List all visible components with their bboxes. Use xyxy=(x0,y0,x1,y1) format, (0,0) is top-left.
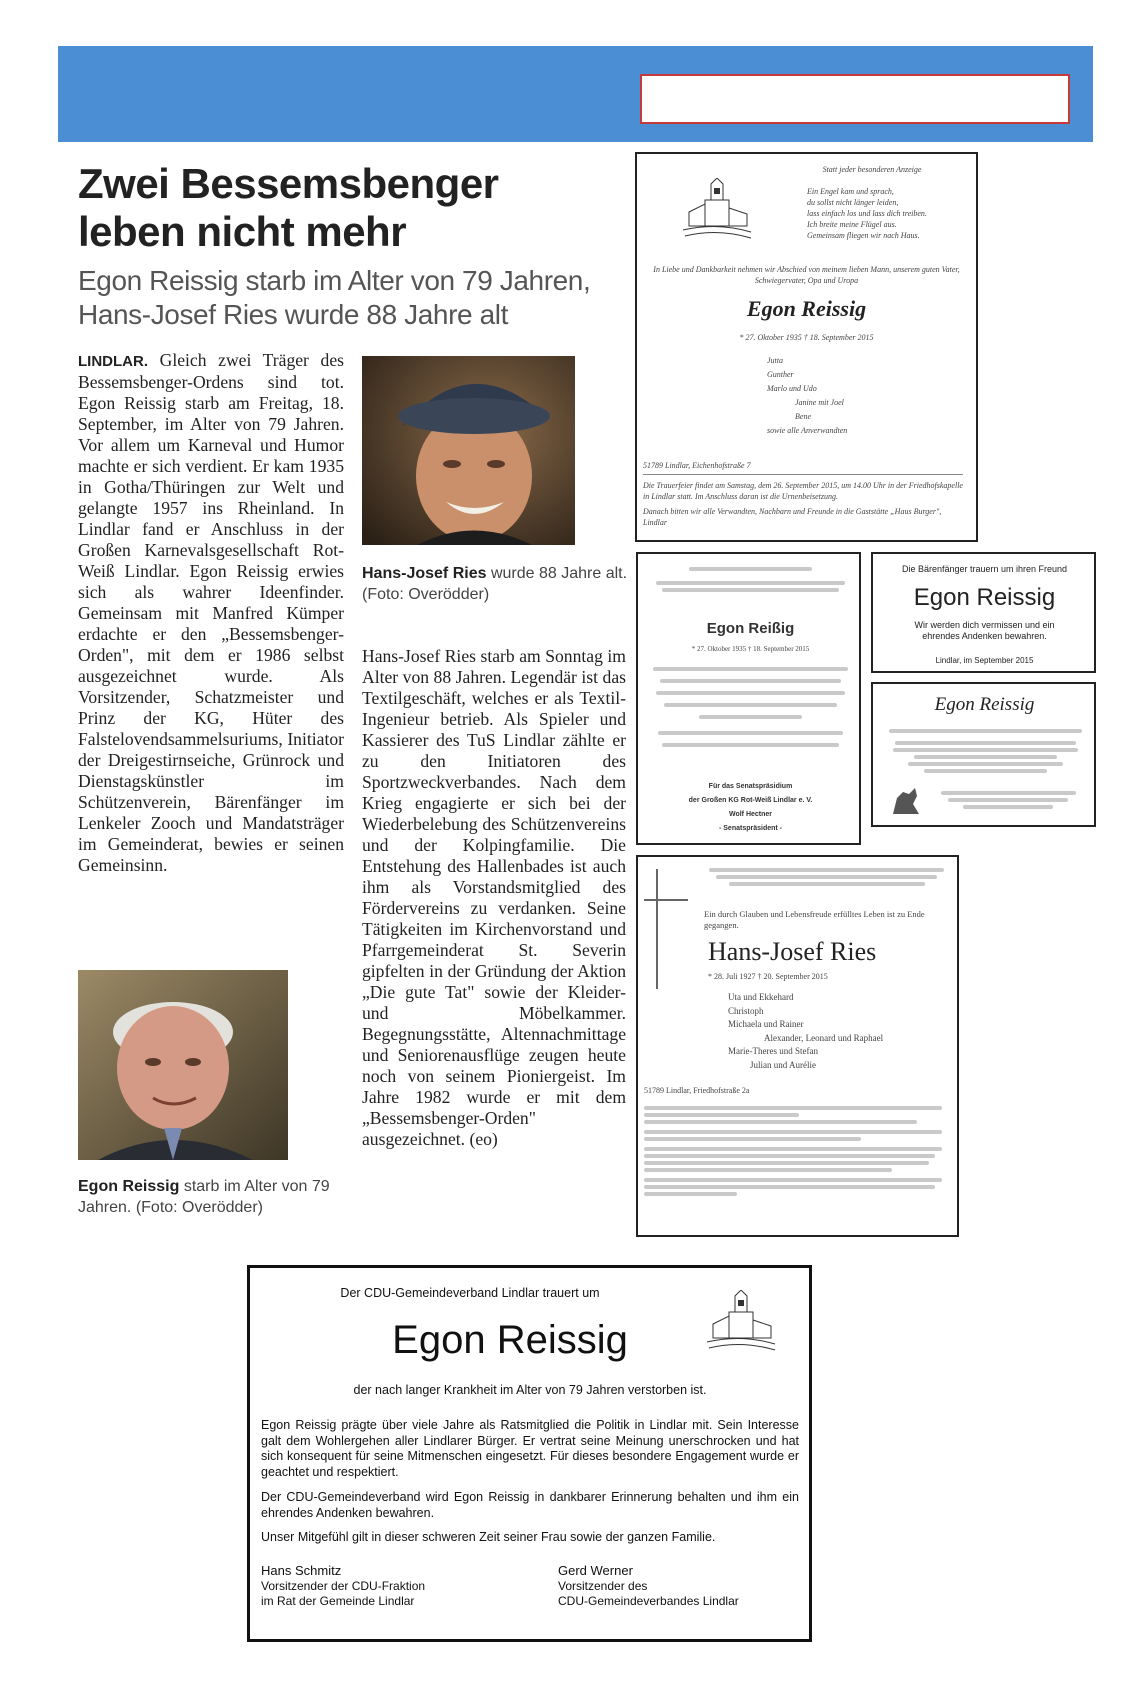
cdu-paragraph-1: Egon Reissig prägte über viele Jahre als Ratsmitglied die Politik in Lindlar mit. Sein Interesse galt dem Wohlergehen aller Lindlarer Bürger. Er vertrat seine Meinung unerschrocken und hat sich konsequent für seine Mitmenschen eingesetzt. Für dieses besondere Engagement wurde er geachtet und respektiert. xyxy=(261,1418,799,1479)
notice5-address: 51789 Lindlar, Friedhofstraße 2a xyxy=(644,1086,750,1095)
obituary-notice-reissig-family xyxy=(635,152,978,542)
notice4-name: Egon Reissig xyxy=(934,694,1035,715)
signature-line: Wolf Hectner xyxy=(728,811,773,818)
notice5-intro: Ein durch Glauben und Lebensfreude erfülltes Leben ist zu Ende gegangen. xyxy=(704,909,925,930)
cdu-name: Egon Reissig xyxy=(392,1318,628,1362)
signature-role: im Rat der Gemeinde Lindlar xyxy=(261,1594,415,1608)
notice4-sign-lines xyxy=(933,788,1083,812)
notice1-family xyxy=(767,354,947,438)
signature-role: Vorsitzender des xyxy=(558,1578,648,1593)
cdu-header: Der CDU-Gemeindeverband Lindlar trauert um xyxy=(340,1286,600,1300)
family-member: Alexander, Leonard und Raphael xyxy=(764,1032,884,1043)
headline-line-1: Zwei Bessemsbenger xyxy=(78,160,499,207)
family-member: Gunther xyxy=(767,370,794,379)
notice3-line1: Die Bärenfänger trauern um ihren Freund xyxy=(901,564,1068,574)
notice1-name: Egon Reissig xyxy=(746,296,867,321)
cross-icon xyxy=(656,869,658,989)
notice2-signature xyxy=(643,780,858,836)
notice1-header: Statt jeder besonderen Anzeige xyxy=(822,165,922,174)
notice2-dates: * 27. Oktober 1935 † 18. September 2015 xyxy=(691,645,810,653)
notice1-dates: * 27. Oktober 1935 † 18. September 2015 xyxy=(739,333,874,342)
family-member: Janine mit Joel xyxy=(795,398,844,407)
notice2-intro-lines xyxy=(648,564,853,595)
caption-reissig-name: Egon Reissig xyxy=(78,1178,180,1195)
notice5-family xyxy=(728,991,948,1072)
cross-bar xyxy=(644,899,688,901)
notice1-intro: In Liebe und Dankbarkeit nehmen wir Abschied von meinem lieben Mann, unserem guten Vater, Schwiegervater, Opa und Uropa xyxy=(653,265,960,285)
caption-reissig-text: starb im Alter von 79 Jahren. (Foto: Overödder) xyxy=(78,1178,330,1216)
notice1-address: 51789 Lindlar, Eichenhofstraße 7 xyxy=(643,461,751,470)
subhead-line-1: Egon Reissig starb im Alter von 79 Jahren, xyxy=(78,265,591,296)
cdu-signature-left xyxy=(261,1563,521,1610)
poem-line: du sollst nicht länger leiden, xyxy=(807,198,899,207)
church-illustration xyxy=(681,178,753,245)
obituary-notice-ries-family xyxy=(636,855,959,1237)
poem-line: lass einfach los und lass dich treiben. xyxy=(807,209,927,218)
family-member: Bene xyxy=(795,412,811,421)
family-member: Julian und Aurélie xyxy=(750,1059,816,1070)
notice2-name: Egon Reißig xyxy=(706,620,795,637)
family-member: sowie alle Anverwandten xyxy=(767,426,848,435)
photo-hans-josef-ries xyxy=(362,356,575,545)
headline-line-2: leben nicht mehr xyxy=(78,208,407,255)
baer-icon xyxy=(889,784,923,823)
article-column-1 xyxy=(78,350,344,876)
signature-line: der Großen KG Rot-Weiß Lindlar e. V. xyxy=(688,797,813,804)
obituary-notice-cdu xyxy=(247,1265,812,1642)
cdu-signature-right xyxy=(558,1563,798,1610)
caption-ries xyxy=(362,563,628,605)
caption-ries-name: Hans-Josef Ries xyxy=(362,565,487,582)
notice3-line2: Wir werden dich vermissen und ein ehrendes Andenken bewahren. xyxy=(914,620,1055,641)
notice1-poem xyxy=(807,186,967,241)
notice2-body-lines xyxy=(648,664,853,750)
divider xyxy=(643,474,963,475)
signature-role: CDU-Gemeindeverbandes Lindlar xyxy=(558,1594,739,1608)
family-member: Marie-Theres und Stefan xyxy=(728,1046,818,1056)
cdu-paragraph-3: Unser Mitgefühl gilt in dieser schweren Zeit seiner Frau sowie der ganzen Familie. xyxy=(261,1530,716,1544)
photo-egon-reissig xyxy=(78,970,288,1160)
poem-line: Gemeinsam fliegen wir nach Haus. xyxy=(807,231,920,240)
family-member: Uta und Ekkehard xyxy=(728,992,794,1002)
obituary-notice-reissig-small xyxy=(871,682,1096,827)
dateline: LINDLAR. xyxy=(78,353,148,370)
signature-name: Hans Schmitz xyxy=(261,1563,342,1578)
signature-name: Gerd Werner xyxy=(558,1563,633,1578)
article-subhead xyxy=(78,264,638,332)
family-member: Christoph xyxy=(728,1005,764,1016)
article-column-2 xyxy=(362,646,626,1150)
caption-ries-text: wurde 88 Jahre alt. (Foto: Overödder) xyxy=(362,565,628,603)
notice5-name: Hans-Josef Ries xyxy=(708,937,877,966)
notice1-service: Die Trauerfeier findet am Samstag, dem 26. September 2015, um 14.00 Uhr in der Friedhofskapelle in Lindlar statt. Im Anschluss daran ist die Urnenbeisetzung. xyxy=(643,481,963,501)
poem-line: Ich breite meine Flügel aus. xyxy=(807,220,897,229)
notice5-service-lines xyxy=(644,1103,954,1199)
family-member: Jutta xyxy=(767,356,783,365)
subhead-line-2: Hans-Josef Ries wurde 88 Jahre alt xyxy=(78,299,508,330)
notice5-poem-lines xyxy=(704,865,949,889)
poem-line: Ein Engel kam und sprach, xyxy=(807,187,894,196)
notice4-body-lines xyxy=(883,726,1088,776)
caption-reissig xyxy=(78,1176,348,1218)
notice5-dates: * 28. Juli 1927 † 20. September 2015 xyxy=(708,972,828,981)
notice3-footer: Lindlar, im September 2015 xyxy=(935,656,1034,665)
signature-role: Vorsitzender der CDU-Fraktion xyxy=(261,1578,426,1593)
family-member: Michaela und Rainer xyxy=(728,1019,804,1029)
notice3-name: Egon Reissig xyxy=(913,584,1056,611)
header-highlight-box xyxy=(640,74,1070,124)
notice1-donation: Danach bitten wir alle Verwandten, Nachbarn und Freunde in die Gaststätte „Haus Burger", Lindlar xyxy=(643,507,942,527)
column-1-text: Gleich zwei Träger des Bessemsbenger-Ordens sind tot. Egon Reissig starb am Freitag, 18. September, im Alter von 79 Jahren. Vor allem um Karneval und Humor machte er sich verdient. Er kam 1935 in Gotha/Thüringen zur Welt und gelangte 1957 ins Rheinland. In Lindlar fand er Anschluss in der Großen Karnevalsgesellschaft Rot-Weiß Lindlar. Egon Reissig erwies sich als wahrer Ideenfinder. Gemeinsam mit Manfred Kümper erdachte er den „Bessemsbenger-Orden", mit dem er 1986 selbst ausgezeichnet wurde. Als Vorsitzender, Schatzmeister und Prinz der KG, Hüter des Falstelovendsammelsuriums, Initiator der Dreigestirnseiche, Grünrock und Dienstagskünstler im Schützenverein, Bärenfänger im Lenkeler Zooch und Mandatsträger im Gemeinderat, bewies er seinen Gemeinsinn. xyxy=(78,350,344,875)
signature-line: - Senatspräsident - xyxy=(718,825,782,832)
family-member: Marlo und Udo xyxy=(767,384,817,393)
article-headline xyxy=(78,160,638,256)
signature-line: Für das Senatspräsidium xyxy=(708,783,793,790)
cdu-subline: der nach langer Krankheit im Alter von 79 Jahren verstorben ist. xyxy=(353,1383,707,1397)
column-2-text: Hans-Josef Ries starb am Sonntag im Alter von 88 Jahren. Legendär ist das Textilgeschäft, welches er als Textil-Ingenieur betrieb. Als Spieler und Kassierer des TuS Lindlar zählte er zu den Initiatoren des Sportzweckverbandes. Nach dem Krieg engagierte er sich bei der Wiederbelebung des Schützenvereins und der Kolpingfamilie. Die Entstehung des Hallenbades ist auch ihm als Vorstandsmitglied des Fördervereins zu verdanken. Seine Tätigkeiten im Kirchenvorstand und Pfarrgemeinderat St. Severin gipfelten in der Gründung der Aktion „Die gute Tat" sowie der Kleider- und Möbelkammer. Begegnungsstätte, Altennachmittage und Seniorenausflüge zeugen heute noch von seinem Pioniergeist. Im Jahre 1982 wurde er mit dem „Bessemsbenger-Orden" ausgezeichnet. (eo) xyxy=(362,646,626,1149)
cdu-paragraph-2: Der CDU-Gemeindeverband wird Egon Reissig in dankbarer Erinnerung behalten und ihm ein ehrendes Andenken bewahren. xyxy=(261,1490,799,1520)
obituary-notice-kg-rot-weiss xyxy=(636,552,861,845)
church-illustration xyxy=(705,1290,777,1357)
obituary-notice-baerenfaenger xyxy=(871,552,1096,673)
